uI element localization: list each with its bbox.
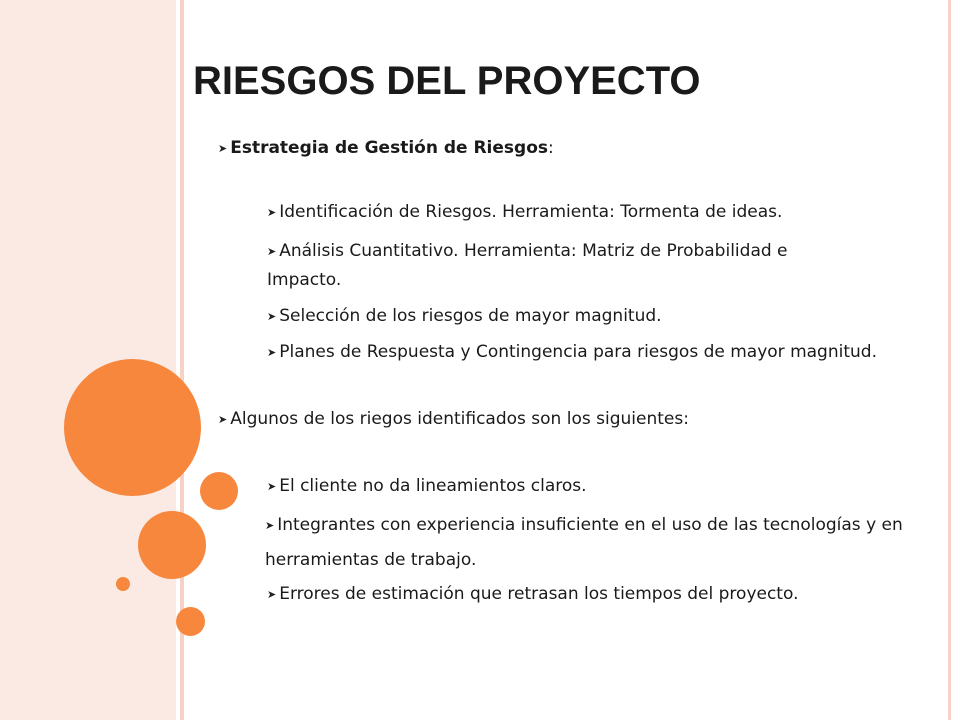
decorative-circle [200,472,238,510]
arrow-bullet-icon: ➤ [267,310,277,323]
decorative-circle [64,359,201,496]
decorative-circle [138,511,206,579]
arrow-bullet-icon: ➤ [267,206,277,219]
arrow-bullet-icon: ➤ [218,142,228,155]
list-item-text: Integrantes con experiencia insuficiente en el uso de las tecnologías y en herramientas de trabajo. [265,515,903,570]
arrow-bullet-icon: ➤ [265,519,275,532]
list-item-text: Errores de estimación que retrasan los tiempos del proyecto. [279,584,799,604]
list-item [265,508,935,577]
list-item [267,302,662,331]
decorative-circle [176,607,205,636]
left-decorative-band [0,0,176,720]
section-heading-strategy [218,134,554,163]
list-item [267,338,877,367]
list-item [267,472,587,501]
arrow-bullet-icon: ➤ [267,588,277,601]
slide-title: RIESGOS DEL PROYECTO [193,59,701,103]
list-item-text: Análisis Cuantitativo. Herramienta: Matriz de Probabilidad e Impacto. [267,241,788,290]
list-item-text: El cliente no da lineamientos claros. [279,476,587,496]
arrow-bullet-icon: ➤ [267,480,277,493]
list-item [267,580,798,609]
list-item [267,237,867,294]
decorative-circle [116,577,130,591]
heading-colon: : [548,138,554,158]
arrow-bullet-icon: ➤ [267,245,277,258]
arrow-bullet-icon: ➤ [218,413,228,426]
right-divider-line [948,0,951,720]
section-heading-text: Estrategia de Gestión de Riesgos [230,138,548,158]
list-item-text: Selección de los riesgos de mayor magnitud. [279,306,662,326]
list-item-text: Identificación de Riesgos. Herramienta: Tormenta de ideas. [279,202,783,222]
section-heading-risks [218,405,689,434]
list-item [267,198,782,227]
section-heading-text: Algunos de los riegos identificados son los siguientes: [230,409,689,429]
list-item-text: Planes de Respuesta y Contingencia para riesgos de mayor magnitud. [279,342,877,362]
arrow-bullet-icon: ➤ [267,346,277,359]
